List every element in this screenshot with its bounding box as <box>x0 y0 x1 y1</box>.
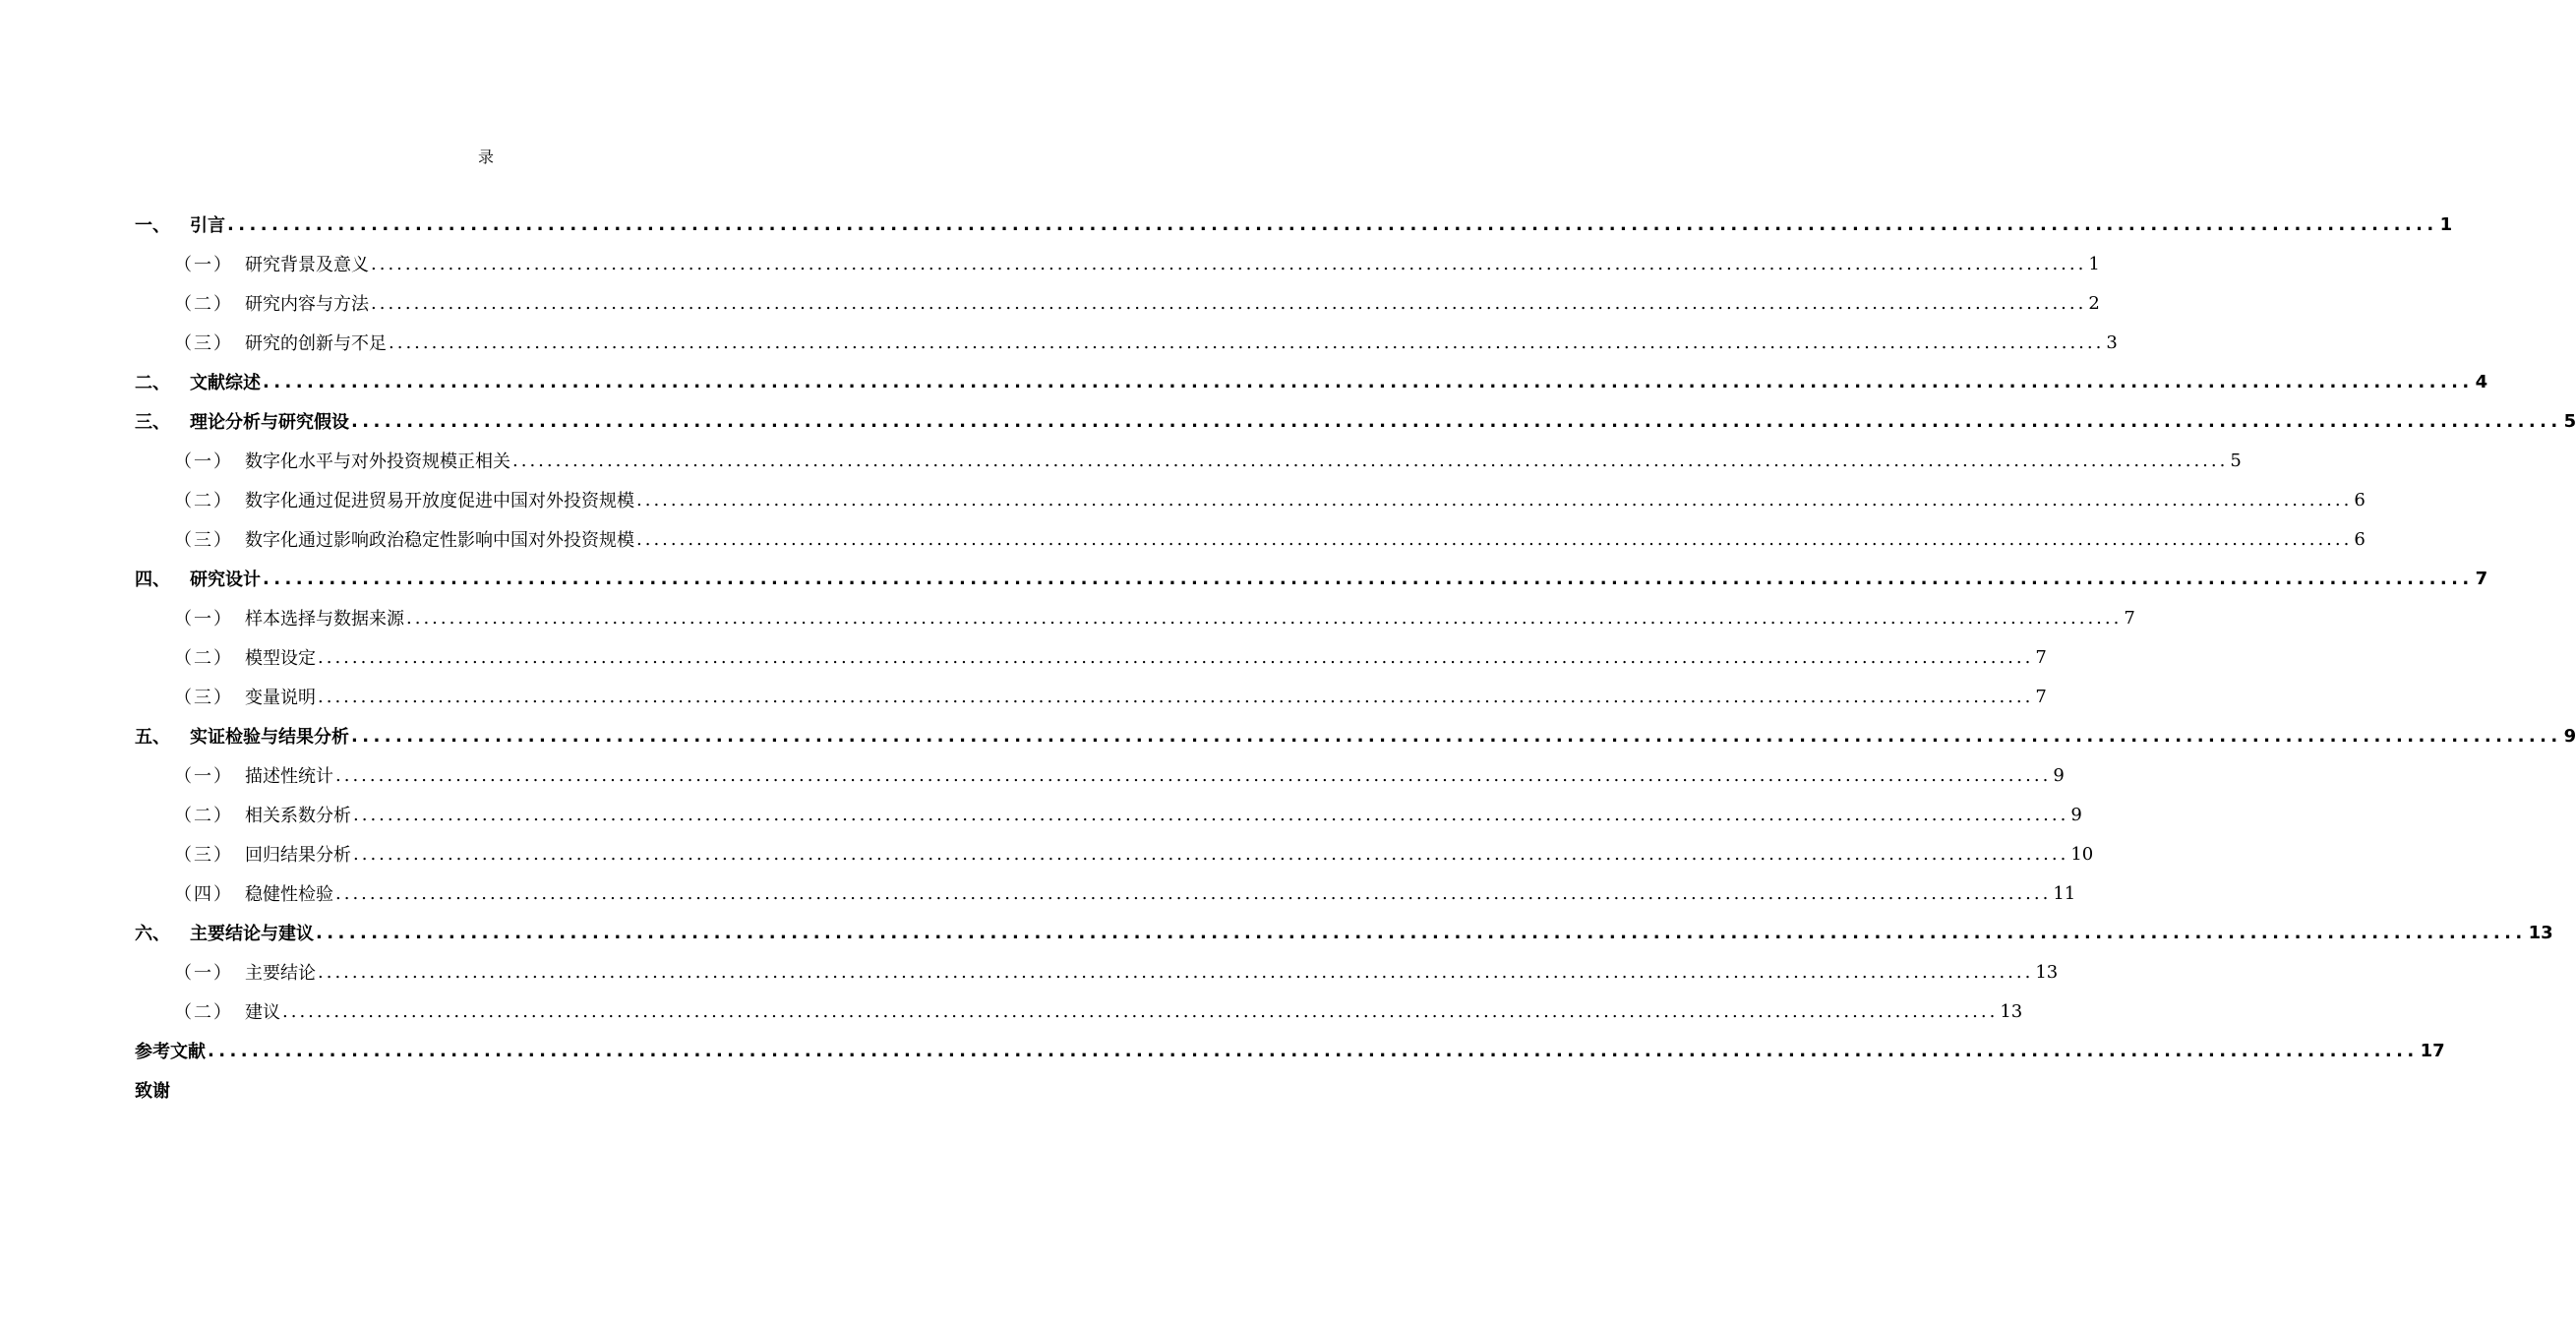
toc-entry-page: 13 <box>2035 961 2059 983</box>
toc-entry[interactable] <box>135 1031 2445 1070</box>
toc-entry-title: 相关系数分析 <box>245 806 351 826</box>
toc-entry-title: 文献综述 <box>190 373 261 393</box>
toc-entry-number: （一） <box>174 451 233 472</box>
toc-entry-page: 13 <box>2000 1000 2023 1022</box>
toc-entry-page: 4 <box>2475 371 2488 392</box>
toc-dot-leader: ........................................................................................................................................................................................................ <box>316 922 2527 943</box>
toc-entry-page: 17 <box>2420 1040 2445 1061</box>
toc-entry-page: 1 <box>2088 253 2100 274</box>
toc-entry-number: （三） <box>174 845 233 866</box>
toc-dot-leader: ........................................................................................................................................................................................................ <box>371 253 2087 274</box>
toc-entry-number: 四、 <box>135 570 170 590</box>
toc-entry-number: 五、 <box>135 727 170 748</box>
toc-entry-title: 研究背景及意义 <box>245 255 369 275</box>
toc-dot-leader: ........................................................................................................................................................................................................ <box>318 961 2034 983</box>
toc-entry[interactable] <box>174 677 2047 716</box>
toc-entry-number: 三、 <box>135 412 170 433</box>
toc-entry[interactable] <box>174 952 2059 992</box>
toc-entry-page: 9 <box>2053 764 2065 786</box>
toc-entry-title: 数字化通过影响政治稳定性影响中国对外投资规模 <box>245 530 634 551</box>
toc-entry-page: 6 <box>2354 489 2366 511</box>
toc-dot-leader: ........................................................................................................................................................................................................ <box>227 213 2438 235</box>
toc-entry-title: 数字化水平与对外投资规模正相关 <box>245 451 510 472</box>
toc-entry[interactable] <box>135 1070 170 1110</box>
toc-entry-page: 13 <box>2528 922 2553 943</box>
toc-entry-page: 9 <box>2563 725 2576 747</box>
toc-entry-title: 实证检验与结果分析 <box>190 727 349 748</box>
toc-dot-leader: ........................................................................................................................................................................................................ <box>371 292 2087 314</box>
toc-entry-number: （一） <box>174 963 233 984</box>
toc-entry[interactable] <box>174 795 2082 834</box>
toc-entry-number: （四） <box>174 884 233 905</box>
toc-dot-leader: ........................................................................................................................................................................................................ <box>335 882 2052 904</box>
toc-entry[interactable] <box>135 401 2576 441</box>
toc-entry-page: 1 <box>2439 213 2453 235</box>
toc-entry-title: 研究设计 <box>190 570 261 590</box>
toc-dot-leader: ........................................................................................................................................................................................................ <box>335 764 2052 786</box>
toc-entry[interactable] <box>135 716 2576 755</box>
toc-dot-leader: ........................................................................................................................................................................................................ <box>351 725 2562 747</box>
toc-entry[interactable] <box>174 323 2118 362</box>
toc-entry[interactable] <box>174 755 2065 795</box>
toc-entry[interactable] <box>174 519 2366 559</box>
toc-entry-title: 稳健性检验 <box>245 884 333 905</box>
toc-entry-page: 7 <box>2475 568 2488 589</box>
toc-entry-title: 主要结论与建议 <box>190 924 314 944</box>
toc-dot-leader: ........................................................................................................................................................................................................ <box>318 686 2034 707</box>
toc-dot-leader: ........................................................................................................................................................................................................ <box>389 331 2105 353</box>
toc-entry[interactable] <box>174 480 2366 519</box>
toc-entry-page: 7 <box>2124 607 2135 629</box>
toc-dot-leader: ........................................................................................................................................................................................................ <box>353 804 2069 825</box>
toc-entry[interactable] <box>135 559 2488 598</box>
toc-entry[interactable] <box>174 598 2135 637</box>
toc-dot-leader: ........................................................................................................................................................................................................ <box>636 489 2353 511</box>
toc-entry-number: 二、 <box>135 373 170 393</box>
toc-entry-page: 5 <box>2230 450 2242 471</box>
toc-entry[interactable] <box>174 244 2100 283</box>
toc-entry-title: 模型设定 <box>245 648 316 669</box>
toc-entry-number: （三） <box>174 333 233 354</box>
toc-dot-leader: ........................................................................................................................................................................................................ <box>353 843 2069 865</box>
toc-entry-title: 研究的创新与不足 <box>245 333 387 354</box>
toc-entry-title: 样本选择与数据来源 <box>245 609 404 630</box>
page-title: 录 <box>477 148 494 166</box>
toc-entry-title: 数字化通过促进贸易开放度促进中国对外投资规模 <box>245 491 634 511</box>
toc-entry-title: 理论分析与研究假设 <box>190 412 349 433</box>
toc-entry-title: 主要结论 <box>245 963 316 984</box>
toc-entry-number: （一） <box>174 766 233 787</box>
toc-entry-title: 引言 <box>190 215 225 236</box>
toc-entry[interactable] <box>135 205 2453 244</box>
toc-dot-leader: ........................................................................................................................................................................................................ <box>636 528 2353 550</box>
toc-entry-page: 6 <box>2354 528 2366 550</box>
toc-entry-number: 一、 <box>135 215 170 236</box>
toc-entry-page: 2 <box>2088 292 2100 314</box>
toc-entry-title: 研究内容与方法 <box>245 294 369 315</box>
toc-entry-number: （一） <box>174 255 233 275</box>
toc-entry-number: （三） <box>174 530 233 551</box>
toc-entry[interactable] <box>174 283 2100 323</box>
toc-entry-page: 10 <box>2070 843 2094 865</box>
toc-dot-leader: ........................................................................................................................................................................................................ <box>282 1000 1999 1022</box>
toc-entry-title: 变量说明 <box>245 688 316 708</box>
toc-entry[interactable] <box>174 992 2023 1031</box>
toc-entry-title: 建议 <box>245 1002 280 1023</box>
toc-entry-title: 描述性统计 <box>245 766 333 787</box>
toc-dot-leader: ........................................................................................................................................................................................................ <box>263 371 2474 392</box>
toc-entry-page: 3 <box>2106 331 2118 353</box>
toc-entry-number: 六、 <box>135 924 170 944</box>
toc-entry-number: （一） <box>174 609 233 630</box>
toc-entry-number: （二） <box>174 806 233 826</box>
toc-entry-page: 5 <box>2563 410 2576 432</box>
toc-entry-number: （二） <box>174 648 233 669</box>
toc-entry-number: （二） <box>174 294 233 315</box>
toc-entry-number: （三） <box>174 688 233 708</box>
toc-entry-title: 参考文献 <box>135 1042 206 1062</box>
toc-entry-title: 致谢 <box>135 1081 170 1102</box>
toc-dot-leader: ........................................................................................................................................................................................................ <box>512 450 2229 471</box>
toc-entry[interactable] <box>135 913 2553 952</box>
toc-dot-leader: ........................................................................................................................................................................................................ <box>406 607 2123 629</box>
toc-entry-page: 7 <box>2035 686 2047 707</box>
toc-entry-title: 回归结果分析 <box>245 845 351 866</box>
toc-dot-leader: ........................................................................................................................................................................................................ <box>263 568 2474 589</box>
toc-entry[interactable] <box>174 637 2047 677</box>
toc-dot-leader: ........................................................................................................................................................................................................ <box>318 646 2034 668</box>
toc-entry-number: （二） <box>174 1002 233 1023</box>
toc-dot-leader: ........................................................................................................................................................................................................ <box>208 1040 2419 1061</box>
toc-entry-page: 11 <box>2053 882 2076 904</box>
toc-entry-page: 9 <box>2070 804 2082 825</box>
toc-entry[interactable] <box>174 834 2094 873</box>
toc-entry[interactable] <box>174 873 2076 913</box>
toc-entry[interactable] <box>174 441 2242 480</box>
toc-dot-leader: ........................................................................................................................................................................................................ <box>351 410 2562 432</box>
toc-entry-number: （二） <box>174 491 233 511</box>
toc-entry[interactable] <box>135 362 2488 401</box>
toc-entry-page: 7 <box>2035 646 2047 668</box>
